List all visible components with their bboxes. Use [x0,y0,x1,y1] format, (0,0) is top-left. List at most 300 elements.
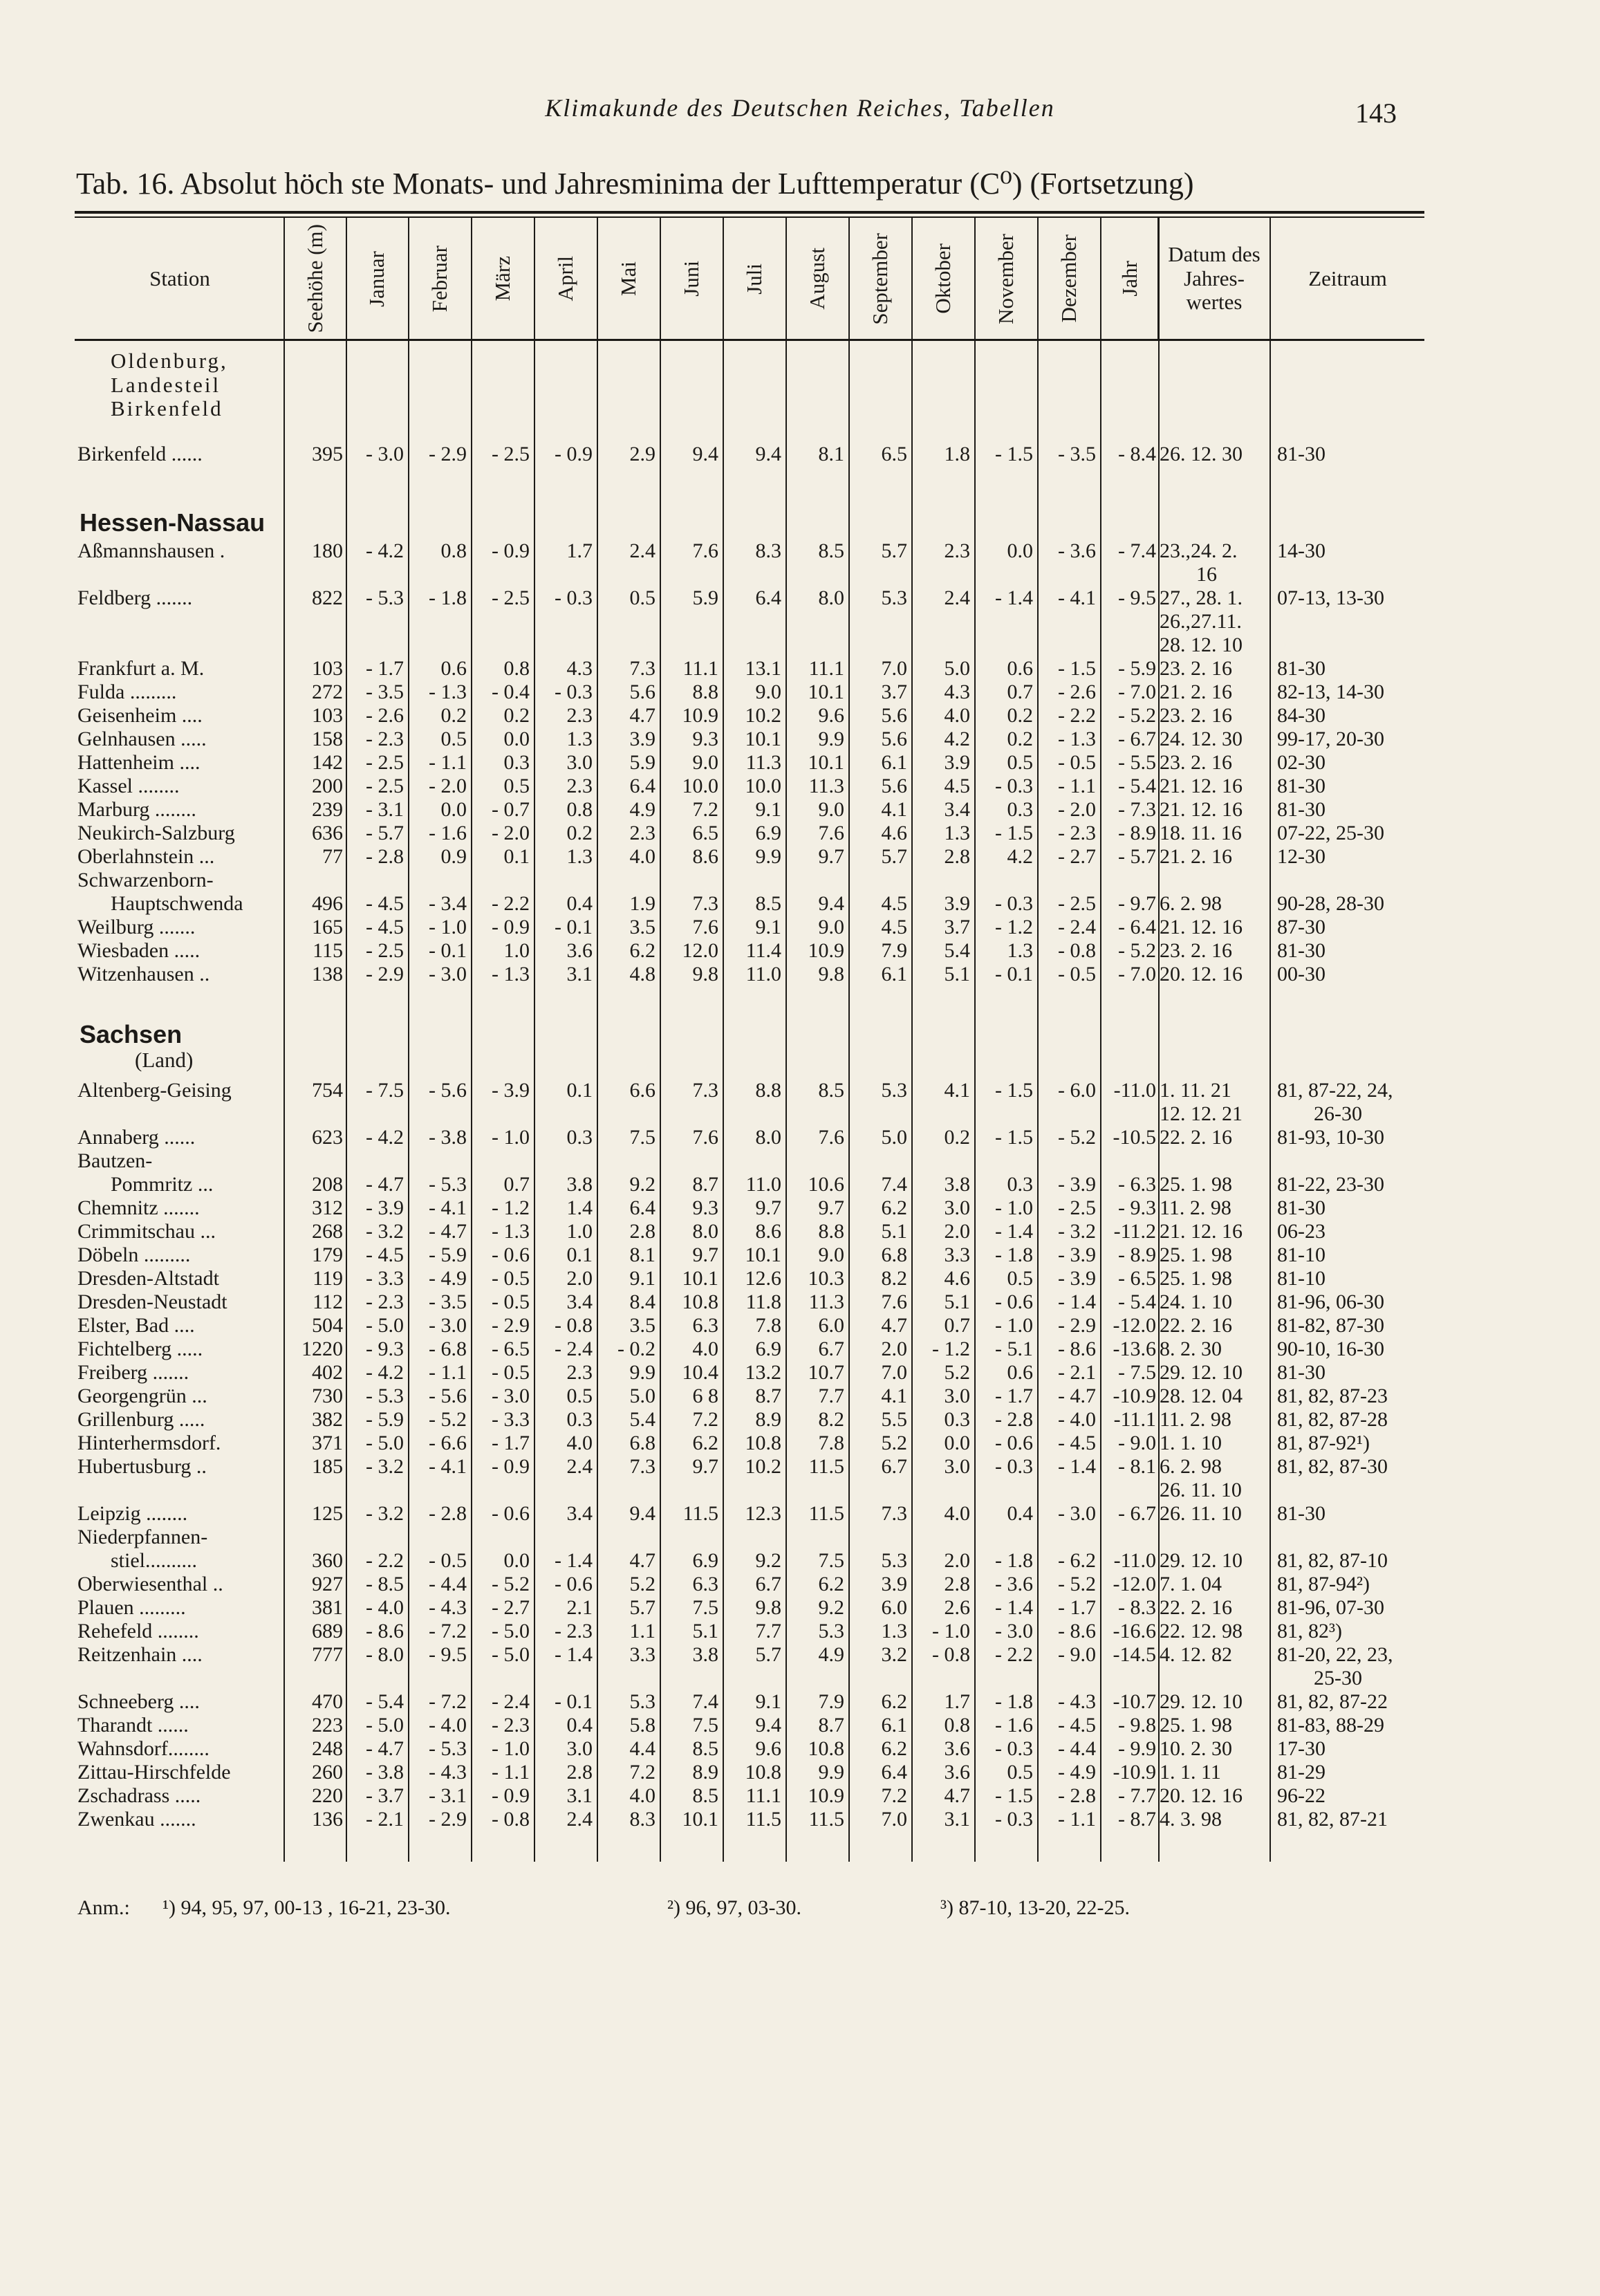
month-value: 5.1 [881,1220,907,1243]
month-value: 6.2 [881,1737,907,1760]
table-row [0,1596,1600,1620]
station-name: Zwenkau ....... [77,1808,196,1831]
month-value: 5.7 [629,1596,655,1619]
month-value: 2.9 [629,443,655,465]
month-value: - 3.1 [429,1784,467,1807]
date-value: 25. 1. 98 [1160,1243,1232,1266]
month-value: - 3.9 [366,1196,404,1219]
month-value: 2.1 [566,1596,593,1619]
month-value: 7.2 [692,1408,718,1431]
year-value: -11.0 [1113,1549,1156,1572]
month-value: - 0.6 [995,1432,1033,1454]
table-caption: Tab. 16. Absolut höch ste Monats- und Jahresminima der Lufttemperatur (C⁰) (Fortsetzung) [76,167,1194,201]
station-name: Georgengrün ... [77,1385,207,1407]
month-value: 2.8 [944,1573,970,1595]
month-value: - 8.6 [1058,1337,1096,1360]
month-value: 0.6 [440,657,467,680]
month-value: 3.6 [944,1737,970,1760]
month-value: - 1.2 [492,1196,530,1219]
month-value: - 1.5 [995,822,1033,844]
month-value: 9.6 [818,704,844,727]
month-value: 6.0 [818,1314,844,1337]
table-row [0,1784,1600,1808]
period-value: 81, 87-22, 24, [1277,1079,1393,1102]
month-value: - 7.2 [429,1620,467,1642]
table-row [0,1290,1600,1314]
month-value: 10.2 [745,1455,781,1478]
year-value: - 7.3 [1118,798,1156,821]
month-value: 8.1 [818,443,844,465]
month-value: 10.3 [808,1267,844,1290]
month-value: 1.7 [566,539,593,562]
month-value: 0.5 [566,1385,593,1407]
station-name: Wahnsdorf........ [77,1737,210,1760]
month-value: - 3.2 [1058,1220,1096,1243]
month-value: 8.8 [755,1079,781,1102]
month-value: 4.7 [881,1314,907,1337]
month-value: 0.0 [1007,539,1033,562]
date-value: 6. 2. 98 [1160,1455,1222,1478]
month-value: - 8.6 [1058,1620,1096,1642]
month-value: 5.0 [944,657,970,680]
month-value: 4.9 [629,798,655,821]
station-name: Pommritz ... [111,1173,214,1196]
period-value: 12-30 [1277,845,1325,868]
month-value: 5.8 [629,1714,655,1737]
month-value: 9.7 [692,1455,718,1478]
month-value: - 1.6 [995,1714,1033,1737]
header-month: Mai [616,261,641,296]
month-value: 2.0 [566,1267,593,1290]
elevation-value: 260 [312,1761,343,1784]
month-value: 11.3 [745,751,781,774]
month-value: 9.8 [692,963,718,985]
month-value: 5.1 [944,1290,970,1313]
month-value: 3.3 [629,1643,655,1666]
month-value: 3.8 [944,1173,970,1196]
month-value: - 1.4 [1058,1290,1096,1313]
section-title: Oldenburg, Landesteil Birkenfeld [111,349,228,421]
month-value: - 5.9 [366,1408,404,1431]
year-value: - 5.7 [1118,845,1156,868]
month-value: 2.0 [881,1337,907,1360]
date-value: 24. 1. 10 [1160,1290,1232,1313]
month-value: 8.7 [818,1714,844,1737]
month-value: 6.2 [818,1573,844,1595]
table-top-rule [75,211,1424,214]
date-value: 1. 1. 11 [1160,1761,1221,1784]
elevation-value: 180 [312,539,343,562]
month-value: - 4.0 [429,1714,467,1737]
month-value: 9.1 [755,916,781,938]
month-value: - 3.0 [995,1620,1033,1642]
elevation-value: 636 [312,822,343,844]
month-value: 8.7 [692,1173,718,1196]
period-value: 81-83, 88-29 [1277,1714,1384,1737]
month-value: 7.6 [818,822,844,844]
month-value: 3.7 [881,681,907,703]
month-value: 5.3 [881,586,907,609]
month-value: - 2.7 [1058,845,1096,868]
station-name: Chemnitz ....... [77,1196,200,1219]
month-value: 9.4 [692,443,718,465]
period-value-continued: 25-30 [1314,1667,1362,1689]
date-value: 29. 12. 10 [1160,1549,1243,1572]
table-top-rule-thin [75,216,1424,218]
year-value: -12.0 [1113,1314,1156,1337]
month-value: 10.1 [808,751,844,774]
month-value: 9.1 [755,1690,781,1713]
month-value: - 3.0 [429,963,467,985]
period-value: 17-30 [1277,1737,1325,1760]
year-value: - 5.4 [1118,775,1156,797]
date-value: 25. 1. 98 [1160,1267,1232,1290]
table-row [0,775,1600,798]
month-value: - 0.5 [1058,751,1096,774]
month-value: - 1.0 [492,1126,530,1149]
month-value: - 3.0 [366,443,404,465]
date-value: 21. 2. 16 [1160,681,1232,703]
month-value: - 1.5 [1058,657,1096,680]
year-value: - 9.5 [1118,586,1156,609]
table-row [0,1126,1600,1149]
month-value: - 5.0 [366,1714,404,1737]
month-value: 8.7 [755,1385,781,1407]
date-value: 25. 1. 98 [1160,1173,1232,1196]
month-value: - 1.5 [995,1126,1033,1149]
month-value: - 0.3 [995,892,1033,915]
month-value: - 0.9 [492,916,530,938]
month-value: 6.0 [881,1596,907,1619]
year-value: - 9.3 [1118,1196,1156,1219]
month-value: - 2.1 [366,1808,404,1831]
month-value: - 6.0 [1058,1079,1096,1102]
month-value: 7.2 [692,798,718,821]
month-value: - 4.7 [1058,1385,1096,1407]
year-value: - 6.4 [1118,916,1156,938]
month-value: - 4.1 [1058,586,1096,609]
month-value: 7.3 [629,657,655,680]
month-value: - 4.7 [366,1173,404,1196]
station-name: Gelnhausen ..... [77,728,207,750]
period-value: 81-93, 10-30 [1277,1126,1384,1149]
month-value: - 2.3 [555,1620,593,1642]
month-value: 10.1 [808,681,844,703]
month-value: 5.7 [881,539,907,562]
period-value: 82-13, 14-30 [1277,681,1384,703]
month-value: 3.7 [944,916,970,938]
month-value: 7.3 [881,1502,907,1525]
year-value: - 8.3 [1118,1596,1156,1619]
month-value: - 3.7 [366,1784,404,1807]
month-value: 3.2 [881,1643,907,1666]
elevation-value: 504 [312,1314,343,1337]
month-value: 9.0 [818,1243,844,1266]
month-value: - 1.5 [995,1079,1033,1102]
month-value: 10.9 [808,939,844,962]
table-row [0,1502,1600,1526]
month-value: 6.9 [755,822,781,844]
month-value: 0.5 [1007,1267,1033,1290]
table-row [0,963,1600,986]
header-year: Jahr [1117,261,1142,297]
month-value: - 3.0 [429,1314,467,1337]
month-value: 0.8 [566,798,593,821]
month-value: 4.3 [944,681,970,703]
month-value: - 1.5 [995,1784,1033,1807]
month-value: 6.7 [818,1337,844,1360]
month-value: 5.0 [629,1385,655,1407]
table-row [0,1408,1600,1432]
month-value: - 1.7 [366,657,404,680]
month-value: 0.4 [566,892,593,915]
period-value: 81-30 [1277,1196,1325,1219]
month-value: - 4.1 [429,1196,467,1219]
date-value: 25. 1. 98 [1160,1714,1232,1737]
station-name: Oberwiesenthal .. [77,1573,223,1595]
year-value: - 9.7 [1118,892,1156,915]
month-value: 5.6 [881,704,907,727]
month-value: - 2.0 [1058,798,1096,821]
table-row [0,1455,1600,1479]
month-value: - 1.2 [932,1337,970,1360]
period-value: 81-22, 23-30 [1277,1173,1384,1196]
month-value: - 2.8 [1058,1784,1096,1807]
month-value: 2.8 [944,845,970,868]
month-value: 2.8 [629,1220,655,1243]
period-value: 81-10 [1277,1243,1325,1266]
month-value: - 5.2 [492,1573,530,1595]
month-value: 1.3 [566,845,593,868]
month-value: - 2.3 [492,1714,530,1737]
month-value: - 5.2 [1058,1126,1096,1149]
station-name: Grillenburg ..... [77,1408,205,1431]
table-row [0,845,1600,869]
month-value: - 2.5 [366,775,404,797]
month-value: 9.2 [755,1549,781,1572]
station-name: Marburg ........ [77,798,196,821]
date-value: 10. 2. 30 [1160,1737,1232,1760]
table-row [0,1643,1600,1667]
month-value: 3.0 [944,1196,970,1219]
month-value: 0.2 [1007,728,1033,750]
month-value: - 2.9 [429,1808,467,1831]
month-value: 9.7 [755,1196,781,1219]
header-station: Station [149,266,210,290]
month-value: 0.5 [440,728,467,750]
elevation-value: 138 [312,963,343,985]
month-value: 9.4 [755,1714,781,1737]
month-value: 9.1 [755,798,781,821]
elevation-value: 125 [312,1502,343,1525]
month-value: - 0.9 [492,1455,530,1478]
elevation-value: 112 [313,1290,343,1313]
month-value: - 2.5 [1058,1196,1096,1219]
month-value: - 5.7 [366,822,404,844]
month-value: - 4.5 [366,916,404,938]
month-value: - 2.5 [1058,892,1096,915]
month-value: - 0.6 [555,1573,593,1595]
table-row [0,1549,1600,1573]
month-value: - 1.3 [492,963,530,985]
year-value: - 5.2 [1118,704,1156,727]
elevation-value: 103 [312,657,343,680]
year-value: - 7.7 [1118,1784,1156,1807]
station-name: Feldberg ....... [77,586,193,609]
month-value: 11.0 [745,1173,781,1196]
date-value: 26. 11. 10 [1160,1502,1242,1525]
table-row [0,1761,1600,1784]
date-value: 8. 2. 30 [1160,1337,1222,1360]
table-row [0,1385,1600,1408]
table-row [0,916,1600,939]
month-value: 8.8 [692,681,718,703]
month-value: - 1.4 [555,1643,593,1666]
month-value: 6.7 [755,1573,781,1595]
month-value: 9.7 [692,1243,718,1266]
elevation-value: 312 [312,1196,343,1219]
station-name: Leipzig ........ [77,1502,188,1525]
month-value: 2.0 [944,1549,970,1572]
period-value: 81-20, 22, 23, [1277,1643,1393,1666]
table-row [0,1243,1600,1267]
month-value: - 5.0 [366,1314,404,1337]
header-month: Januar [364,250,389,307]
station-name: Dresden-Altstadt [77,1267,219,1290]
month-value: - 4.2 [366,539,404,562]
month-value: 8.5 [755,892,781,915]
page-number: 143 [1355,98,1397,129]
month-value: 7.2 [629,1761,655,1784]
month-value: - 2.4 [555,1337,593,1360]
year-value: -11.1 [1113,1408,1156,1431]
month-value: 1.0 [503,939,530,962]
table-row [0,728,1600,751]
month-value: - 1.4 [1058,1455,1096,1478]
period-value: 90-10, 16-30 [1277,1337,1384,1360]
date-value: 20. 12. 16 [1160,1784,1243,1807]
month-value: - 4.5 [366,1243,404,1266]
month-value: 7.5 [629,1126,655,1149]
month-value: - 3.3 [366,1267,404,1290]
month-value: 7.8 [755,1314,781,1337]
month-value: 9.6 [755,1737,781,1760]
month-value: - 0.8 [555,1314,593,1337]
table-row [0,1079,1600,1102]
period-value: 81-96, 07-30 [1277,1596,1384,1619]
month-value: 3.0 [944,1385,970,1407]
month-value: 1.1 [629,1620,655,1642]
year-value: - 5.2 [1118,939,1156,962]
date-value: 23. 2. 16 [1160,657,1232,680]
month-value: 4.6 [944,1267,970,1290]
month-value: - 1.0 [429,916,467,938]
month-value: - 2.0 [429,775,467,797]
table-row [0,1337,1600,1361]
month-value: 3.6 [566,939,593,962]
period-value: 81, 82, 87-10 [1277,1549,1388,1572]
month-value: - 2.3 [366,728,404,750]
month-value: 9.2 [818,1596,844,1619]
month-value: - 5.3 [429,1737,467,1760]
date-value: 21. 12. 16 [1160,775,1243,797]
elevation-value: 402 [312,1361,343,1384]
month-value: 8.5 [818,1079,844,1102]
month-value: 8.3 [629,1808,655,1831]
elevation-value: 268 [312,1220,343,1243]
month-value: 6.8 [629,1432,655,1454]
period-value: 81-29 [1277,1761,1325,1784]
month-value: 1.0 [566,1220,593,1243]
month-value: 0.0 [440,798,467,821]
month-value: 6.2 [881,1690,907,1713]
month-value: 4.1 [944,1079,970,1102]
period-value: 81-10 [1277,1267,1325,1290]
month-value: - 4.7 [366,1737,404,1760]
month-value: 6.9 [692,1549,718,1572]
month-value: 0.3 [1007,1173,1033,1196]
month-value: - 1.8 [429,586,467,609]
month-value: 7.4 [692,1690,718,1713]
month-value: 11.3 [808,1290,844,1313]
year-value: - 7.0 [1118,963,1156,985]
month-value: 1.3 [881,1620,907,1642]
month-value: 5.6 [881,728,907,750]
month-value: 4.0 [629,1784,655,1807]
month-value: 2.8 [566,1761,593,1784]
month-value: 0.5 [1007,1761,1033,1784]
period-value: 07-13, 13-30 [1277,586,1384,609]
month-value: - 0.6 [995,1290,1033,1313]
station-name: Tharandt ...... [77,1714,189,1737]
month-value: 6.3 [692,1573,718,1595]
month-value: 3.1 [944,1808,970,1831]
elevation-value: 927 [312,1573,343,1595]
month-value: - 2.0 [492,822,530,844]
station-name: Freiberg ....... [77,1361,189,1384]
elevation-value: 496 [312,892,343,915]
month-value: - 0.3 [995,775,1033,797]
month-value: 10.8 [745,1432,781,1454]
month-value: 3.6 [944,1761,970,1784]
month-value: - 5.0 [492,1620,530,1642]
month-value: - 1.1 [492,1761,530,1784]
month-value: - 1.4 [555,1549,593,1572]
month-value: 1.9 [629,892,655,915]
month-value: 11.1 [745,1784,781,1807]
year-value: -12.0 [1113,1573,1156,1595]
month-value: 8.5 [818,539,844,562]
month-value: - 3.4 [429,892,467,915]
period-value: 81, 82, 87-30 [1277,1455,1388,1478]
month-value: 4.7 [629,1549,655,1572]
month-value: 0.2 [440,704,467,727]
month-value: 8.2 [881,1267,907,1290]
month-value: 0.7 [503,1173,530,1196]
period-value: 81-96, 06-30 [1277,1290,1384,1313]
month-value: - 2.9 [492,1314,530,1337]
month-value: - 4.1 [429,1455,467,1478]
month-value: 2.3 [566,775,593,797]
month-value: 0.1 [503,845,530,868]
month-value: - 3.6 [1058,539,1096,562]
month-value: 3.5 [629,916,655,938]
table-row [0,1620,1600,1643]
period-value: 87-30 [1277,916,1325,938]
month-value: 11.5 [808,1455,844,1478]
section-title: Sachsen [80,1020,183,1048]
month-value: - 7.5 [366,1079,404,1102]
